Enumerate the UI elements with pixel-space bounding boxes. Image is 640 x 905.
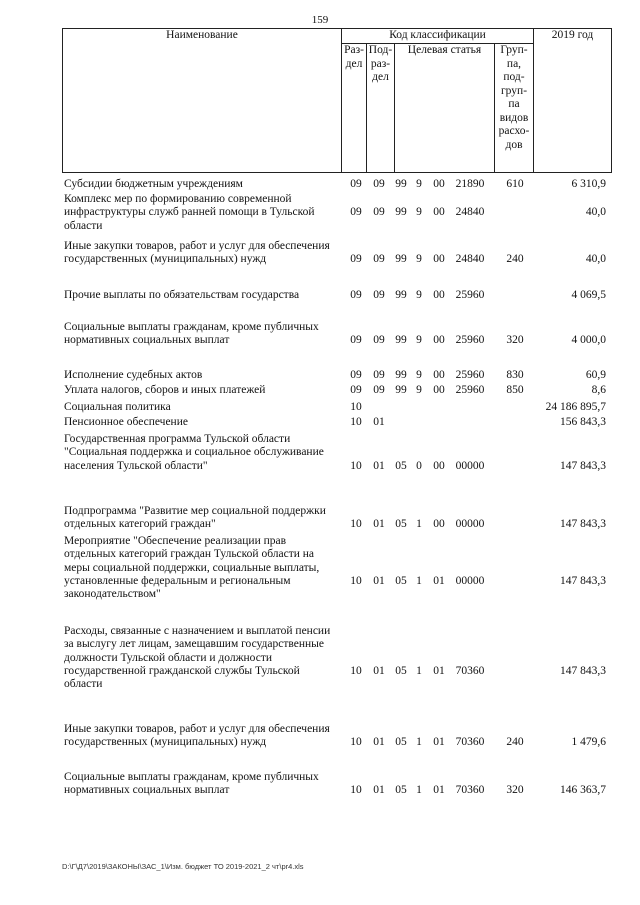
page-number: 159 (311, 14, 329, 26)
header-code: Код классификации (341, 28, 534, 44)
code-d: 25960 (455, 334, 485, 347)
code-rz: 10 (350, 459, 362, 472)
code-c: 00 (433, 384, 445, 396)
code-a: 99 (395, 369, 407, 381)
code-b: 9 (416, 178, 422, 190)
row-name: Социальные выплаты гражданам, кроме публичных нормативных социальных выплат (64, 321, 319, 347)
code-c: 00 (433, 206, 445, 219)
code-pr: 01 (373, 574, 385, 587)
code-rz: 09 (350, 384, 362, 396)
code-pr: 09 (373, 384, 385, 396)
code-c: 00 (433, 334, 445, 347)
code-c: 01 (433, 784, 445, 797)
code-pr: 09 (373, 206, 385, 219)
code-pr: 01 (373, 416, 385, 428)
code-b: 1 (416, 784, 422, 797)
header-group: Груп- па, под- груп- па видов расхо- дов (494, 43, 534, 173)
code-a: 99 (395, 384, 407, 396)
row-sum: 147 843,3 (560, 574, 606, 587)
row-name: Исполнение судебных актов (64, 369, 203, 381)
header-section: Раз- дел (341, 43, 367, 173)
header-subsection: Под- раз- дел (366, 43, 395, 173)
code-a: 05 (395, 518, 407, 531)
code-c: 00 (433, 459, 445, 472)
file-path: D:\Г\Д7\2019\ЗАКОНЫ\ЗАС_1\Изм. бюджет ТО 2019-2021_2 чт\pr4.xls (62, 862, 304, 871)
code-a: 99 (395, 253, 407, 266)
code-d: 70360 (455, 784, 485, 797)
row-sum: 6 310,9 (571, 178, 606, 190)
header-target: Целевая статья (394, 43, 495, 173)
row-sum: 147 843,3 (560, 459, 606, 472)
code-vr: 240 (506, 253, 524, 266)
code-d: 00000 (455, 518, 485, 531)
code-pr: 09 (373, 369, 385, 381)
row-sum: 40,0 (585, 206, 606, 219)
code-rz: 09 (350, 253, 362, 266)
code-d: 24840 (455, 253, 485, 266)
code-d: 24840 (455, 206, 485, 219)
table-header (62, 28, 612, 173)
code-b: 0 (416, 459, 422, 472)
row-name: Социальные выплаты гражданам, кроме публичных нормативных социальных выплат (64, 771, 319, 797)
row-name: Комплекс мер по формированию современной инфраструктуры служб ранней помощи в Тульской области (64, 193, 315, 232)
row-sum: 40,0 (585, 253, 606, 266)
code-rz: 10 (350, 784, 362, 797)
row-name: Прочие выплаты по обязательствам государства (64, 289, 300, 301)
code-a: 05 (395, 784, 407, 797)
row-name: Пенсионное обеспечение (64, 416, 188, 428)
row-sum: 60,9 (585, 369, 606, 381)
code-d: 25960 (455, 289, 485, 301)
code-rz: 10 (350, 401, 362, 413)
code-pr: 01 (373, 736, 385, 749)
code-rz: 09 (350, 334, 362, 347)
code-c: 00 (433, 253, 445, 266)
row-name: Мероприятие "Обеспечение реализации прав отдельных категорий граждан Тульской области на меры социальной поддержки, социальные выплаты, установленные федеральным и региональным законодательством" (64, 535, 320, 601)
code-c: 01 (433, 574, 445, 587)
row-sum: 147 843,3 (560, 664, 606, 677)
row-name: Государственная программа Тульской области "Социальная поддержка и социальное обслуживание населения Тульской области" (64, 433, 324, 472)
row-name: Иные закупки товаров, работ и услуг для обеспечения государственных (муниципальных) нужд (64, 723, 330, 749)
code-d: 25960 (455, 369, 485, 381)
code-vr: 320 (506, 784, 524, 797)
code-a: 99 (395, 289, 407, 301)
code-a: 05 (395, 736, 407, 749)
code-c: 00 (433, 289, 445, 301)
row-sum: 24 186 895,7 (545, 401, 606, 413)
code-vr: 320 (506, 334, 524, 347)
code-b: 9 (416, 384, 422, 396)
row-name: Субсидии бюджетным учреждениям (64, 178, 243, 190)
code-vr: 610 (506, 178, 524, 190)
code-a: 05 (395, 459, 407, 472)
code-a: 99 (395, 206, 407, 219)
row-sum: 1 479,6 (571, 736, 606, 749)
code-d: 70360 (455, 664, 485, 677)
row-sum: 4 069,5 (571, 289, 606, 301)
header-year: 2019 год (533, 28, 612, 173)
code-b: 9 (416, 206, 422, 219)
code-c: 00 (433, 518, 445, 531)
code-a: 99 (395, 178, 407, 190)
code-c: 00 (433, 178, 445, 190)
code-rz: 10 (350, 664, 362, 677)
code-a: 05 (395, 574, 407, 587)
code-d: 00000 (455, 459, 485, 472)
code-c: 01 (433, 664, 445, 677)
code-pr: 09 (373, 289, 385, 301)
code-c: 01 (433, 736, 445, 749)
code-rz: 09 (350, 206, 362, 219)
code-pr: 01 (373, 459, 385, 472)
row-sum: 146 363,7 (560, 784, 606, 797)
code-pr: 09 (373, 334, 385, 347)
row-name: Уплата налогов, сборов и иных платежей (64, 384, 266, 396)
row-name: Иные закупки товаров, работ и услуг для обеспечения государственных (муниципальных) нужд (64, 240, 330, 266)
code-c: 00 (433, 369, 445, 381)
code-d: 70360 (455, 736, 485, 749)
code-pr: 01 (373, 664, 385, 677)
code-vr: 850 (506, 384, 524, 396)
code-b: 1 (416, 574, 422, 587)
code-b: 1 (416, 736, 422, 749)
code-rz: 09 (350, 178, 362, 190)
header-name: Наименование (62, 28, 342, 173)
code-pr: 01 (373, 518, 385, 531)
row-sum: 4 000,0 (571, 334, 606, 347)
code-b: 9 (416, 334, 422, 347)
row-sum: 147 843,3 (560, 518, 606, 531)
code-rz: 10 (350, 574, 362, 587)
row-name: Подпрограмма "Развитие мер социальной поддержки отдельных категорий граждан" (64, 505, 326, 531)
code-vr: 830 (506, 369, 524, 381)
code-d: 00000 (455, 574, 485, 587)
code-b: 9 (416, 369, 422, 381)
code-vr: 240 (506, 736, 524, 749)
code-pr: 09 (373, 253, 385, 266)
code-rz: 10 (350, 416, 362, 428)
code-rz: 10 (350, 736, 362, 749)
row-name: Социальная политика (64, 401, 171, 413)
code-b: 9 (416, 289, 422, 301)
code-b: 1 (416, 518, 422, 531)
code-pr: 01 (373, 784, 385, 797)
code-b: 9 (416, 253, 422, 266)
code-rz: 10 (350, 518, 362, 531)
row-name: Расходы, связанные с назначением и выплатой пенсии за выслугу лет лицам, замещавшим государственные должности Тульской области и должности государственной гражданской службы Тульской области (64, 625, 331, 691)
code-rz: 09 (350, 369, 362, 381)
code-b: 1 (416, 664, 422, 677)
code-a: 05 (395, 664, 407, 677)
code-a: 99 (395, 334, 407, 347)
row-sum: 156 843,3 (560, 416, 606, 428)
code-d: 21890 (455, 178, 485, 190)
code-rz: 09 (350, 289, 362, 301)
code-d: 25960 (455, 384, 485, 396)
row-sum: 8,6 (591, 384, 606, 396)
code-pr: 09 (373, 178, 385, 190)
